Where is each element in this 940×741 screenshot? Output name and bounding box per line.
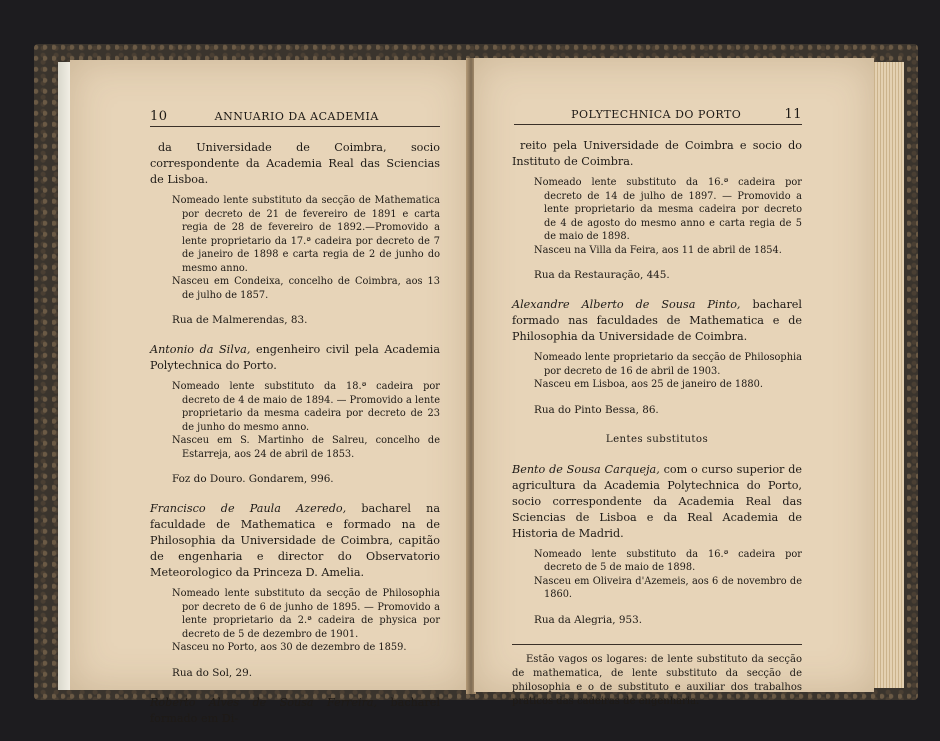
entry-notes bbox=[172, 194, 440, 302]
right-page-number: 11 bbox=[784, 106, 802, 122]
entry-note: Nasceu no Porto, aos 30 de dezembro de 1859. bbox=[172, 642, 407, 653]
left-page bbox=[70, 60, 468, 725]
person-name: Roberto Alves de Sousa Ferreira, bbox=[150, 695, 378, 709]
right-page-stack bbox=[874, 62, 904, 688]
person-name: Alexandre Alberto de Sousa Pinto, bbox=[512, 298, 741, 311]
closing-paragraph: Estão vagos os logares: de lente substituto da secção de mathematica, de lente substituto da secção de philosophia e o de substituto e auxiliar dos trabalhos praticos das cadeiras de engenharia. bbox=[512, 653, 802, 707]
entry-text: bacharel formado nas faculdades de Mathematica e de Philosophia da Universidade de Coimbra. bbox=[512, 298, 802, 343]
entry-antonio-da-silva bbox=[150, 342, 440, 487]
right-page bbox=[474, 58, 874, 707]
left-page-content bbox=[150, 140, 440, 741]
entry-text: da Universidade de Coimbra, socio correspondente da Academia Real das Sciencias de Lisboa. bbox=[150, 141, 440, 186]
entry-text: bacharel na faculdade de Mathematica e formado na de Philosophia da Universidade de Coimbra, capitão de engenharia e director do Observatorio Meteorologico da Princeza D. Amelia. bbox=[150, 502, 440, 579]
entry-text: reito pela Universidade de Coimbra e socio do Instituto de Coimbra. bbox=[512, 139, 802, 168]
entry-notes bbox=[534, 548, 802, 602]
right-continuation-entry bbox=[512, 138, 802, 283]
entry-address: Rua da Restauração, 445. bbox=[534, 269, 670, 281]
entry-address: Foz do Douro. Gondarem, 996. bbox=[172, 473, 334, 485]
entry-francisco-de-paula-azeredo bbox=[150, 501, 440, 681]
entry-text: engenheiro civil pela Academia Polytechnica do Porto. bbox=[150, 343, 440, 372]
right-running-title: POLYTECHNICA DO PORTO bbox=[571, 107, 742, 121]
entry-notes bbox=[172, 380, 440, 461]
entry-address: Rua da Alegria, 953. bbox=[534, 613, 643, 626]
right-page-content bbox=[512, 138, 802, 709]
entry-note: Nomeado lente substituto da 18.ª cadeira por decreto de 4 de maio de 1894. — Promovido a lente proprietario da mesma cadeira por decreto de 23 de junho do mesmo anno. bbox=[172, 381, 440, 433]
entry-note: Nomeado lente proprietario da secção de Philosophia por decreto de 16 de abril de 1903. bbox=[534, 352, 802, 377]
entry-note: Nomeado lente substituto da secção de Mathematica por decreto de 21 de fevereiro de 1891 e carta regia de 28 de fevereiro de 1892.—Promovido a lente proprietario da 17.ª cadeira por decreto de 7 de janeiro de 1898 e carta regia de 2 de junho do mesmo anno. bbox=[172, 195, 440, 274]
entry-note: Nomeado lente substituto da 16.ª cadeira por decreto de 14 de julho de 1897. — Promovido a lente proprietario da mesma cadeira por decreto de 4 de agosto do mesmo anno e carta regia de 5 de maio de 1898. bbox=[534, 177, 802, 242]
entry-notes bbox=[534, 176, 802, 257]
left-running-header bbox=[150, 106, 440, 127]
entry-address: Rua de Malmerendas, 83. bbox=[172, 314, 308, 326]
entry-text: com o curso superior de agricultura da Academia Polytechnica do Porto, socio correspondente da Academia Real das Sciencias de Lisboa e da Real Academia de Historia de Madrid. bbox=[512, 462, 802, 540]
person-name: Antonio da Silva, bbox=[150, 343, 251, 356]
left-running-title: ANNUARIO DA ACADEMIA bbox=[214, 109, 379, 123]
left-continuation-entry bbox=[150, 140, 440, 328]
left-page-number: 10 bbox=[150, 108, 168, 124]
entry-note: Nasceu na Villa da Feira, aos 11 de abril de 1854. bbox=[534, 244, 782, 256]
entry-note: Nomeado lente substituto da 16.ª cadeira por decreto de 5 de maio de 1898. bbox=[534, 548, 802, 573]
entry-text: bacharel formado em Di- bbox=[150, 695, 441, 725]
person-name: Bento de Sousa Carqueja, bbox=[512, 462, 660, 476]
person-name: Francisco de Paula Azeredo, bbox=[150, 502, 347, 515]
entry-notes bbox=[534, 351, 802, 392]
entry-note: Nomeado lente substituto da secção de Philosophia por decreto de 6 de junho de 1895. — Promovido a lente proprietario da 2.ª cadeira de physica por decreto de 5 de dezembro de 1901. bbox=[172, 588, 440, 640]
entry-notes bbox=[172, 587, 440, 655]
entry-alexandre-alberto-de-sousa-pinto bbox=[512, 297, 802, 418]
section-title: Lentes substitutos bbox=[605, 433, 709, 445]
entry-note: Nasceu em Oliveira d'Azemeis, aos 6 de novembro de 1860. bbox=[534, 575, 802, 600]
entry-note: Nasceu em Condeixa, concelho de Coimbra, aos 13 de julho de 1857. bbox=[172, 276, 440, 301]
entry-address: Rua do Pinto Bessa, 86. bbox=[534, 403, 659, 416]
entry-note: Nasceu em S. Martinho de Salreu, concelho de Estarreja, aos 24 de abril de 1853. bbox=[172, 435, 440, 460]
left-page-edge bbox=[58, 62, 70, 690]
entry-roberto-alves-de-sousa-ferreira bbox=[150, 695, 440, 727]
divider-rule bbox=[512, 644, 802, 645]
entry-bento-de-sousa-carqueja bbox=[512, 462, 802, 628]
entry-note: Nasceu em Lisboa, aos 25 de janeiro de 1880. bbox=[534, 379, 763, 390]
right-running-header bbox=[514, 104, 802, 125]
entry-address: Rua do Sol, 29. bbox=[172, 666, 253, 679]
